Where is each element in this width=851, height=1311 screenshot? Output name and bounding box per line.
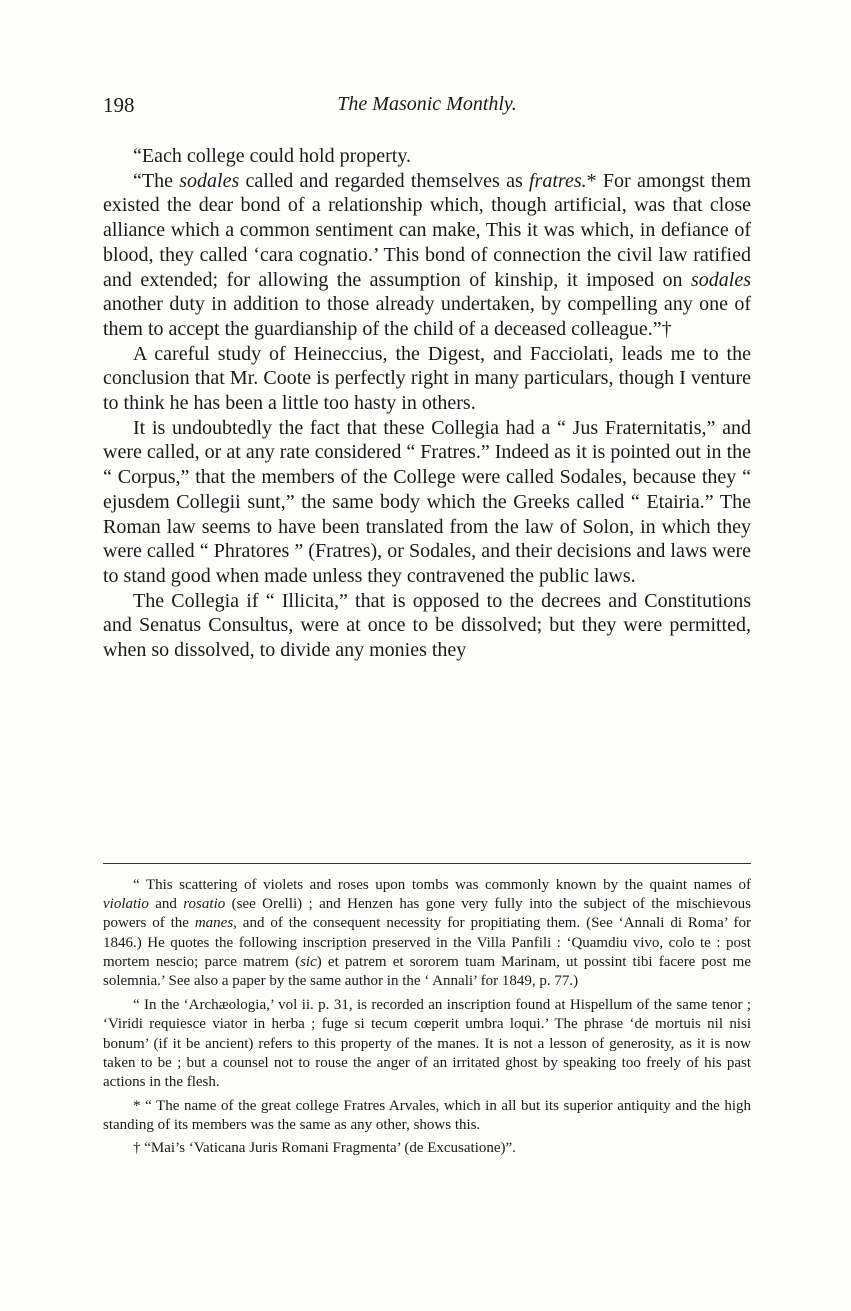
page-number: 198: [103, 93, 135, 117]
text-run: “ This scattering of violets and roses upon tombs was commonly known by the quaint names of: [133, 877, 751, 893]
text-run: , and of the consequent necessity for propitiating them. (See ‘Annali di Roma’ for 1846.) He quotes the following inscription preserved in the Villa Panfili : ‘Quamdiu vivo, colo te : post mortem nescio; parce matrem (: [103, 915, 751, 970]
paragraph: The Collegia if “ Illicita,” that is opposed to the decrees and Constitutions and Senatus Consultus, were at once to be dissolved; but they were permitted, when so dissolved, to divide any monies they: [103, 589, 751, 662]
paragraph: [103, 169, 751, 342]
text-run: ) et patrem et sororem tuam Marinam, ut possint tibi facere post me solemnia.’ See also a paper by the same author in the ‘ Annali’ for 1849, p. 77.): [103, 953, 751, 990]
text-run: (see Orelli) ; and Henzen has gone very fully into the subject of the mischievous powers of the: [103, 896, 751, 932]
footnote: † “Mai’s ‘Vaticana Juris Romani Fragmenta’ (de Excusatione)”.: [133, 1139, 516, 1156]
italic-term: sic: [300, 953, 317, 970]
footnotes: [103, 876, 751, 1163]
running-title: The Masonic Monthly.: [337, 93, 517, 115]
text-run: called and regarded themselves as: [239, 169, 529, 192]
text-run: * For amongst them existed the dear bond of a relationship which, though artificial, was that close alliance which a common sentiment can make, This it was which, in defiance of blood, they called ‘cara cognatio.’ This bond of connection the civil law ratified and extended; for allowing the assumption of kinship, it imposed on: [103, 169, 751, 291]
text-run: another duty in addition to those already undertaken, by compelling any one of them to accept the guardianship of the child of a deceased colleague.”†: [103, 293, 751, 340]
footnote: “ In the ‘Archæologia,’ vol ii. p. 31, is recorded an inscription found at Hispellum of the same tenor ; ‘Viridi requiesce viator in herba ; fuge si tecum cœperit umbra loqui.’ The phrase ‘de mortuis nil nisi bonum’ (if it be ancient) refers to this property of the manes. It is not a lesson of generosity, as it is now taken to be ; but a counsel not to rouse the anger of an irritated ghost by speaking too freely of his past actions in the flesh.: [103, 997, 751, 1091]
italic-term: violatio: [103, 896, 149, 913]
italic-term: fratres.: [529, 169, 587, 192]
footnote-divider: [103, 863, 751, 864]
page-header: [103, 93, 751, 123]
paragraph: It is undoubtedly the fact that these Collegia had a “ Jus Fraternitatis,” and were called, or at any rate considered “ Fratres.” Indeed as it is pointed out in the “ Corpus,” that the members of the College were called Sodales, because they “ ejusdem Collegii sunt,” the same body which the Greeks called “ Etairia.” The Roman law seems to have been translated from the law of Solon, in which they were called “ Phratores ” (Fratres), or Sodales, and their decisions and laws were to stand good when made unless they contravened the public laws.: [103, 416, 751, 587]
text-run: and: [148, 896, 184, 913]
body-text: [103, 144, 751, 663]
italic-term: sodales: [691, 268, 751, 291]
footnote: [103, 876, 751, 991]
italic-term: sodales: [179, 169, 240, 192]
italic-term: rosatio: [183, 896, 226, 913]
paragraph: “Each college could hold property.: [133, 145, 412, 167]
italic-term: manes: [194, 915, 234, 932]
paragraph: A careful study of Heineccius, the Digest, and Facciolati, leads me to the conclusion that Mr. Coote is perfectly right in many particulars, though I venture to think he has been a little too hasty in others.: [103, 342, 751, 415]
text-run: “The: [133, 169, 180, 192]
footnote: * “ The name of the great college Fratres Arvales, which in all but its superior antiquity and the high standing of its members was the same as any other, shows this.: [103, 1098, 751, 1134]
